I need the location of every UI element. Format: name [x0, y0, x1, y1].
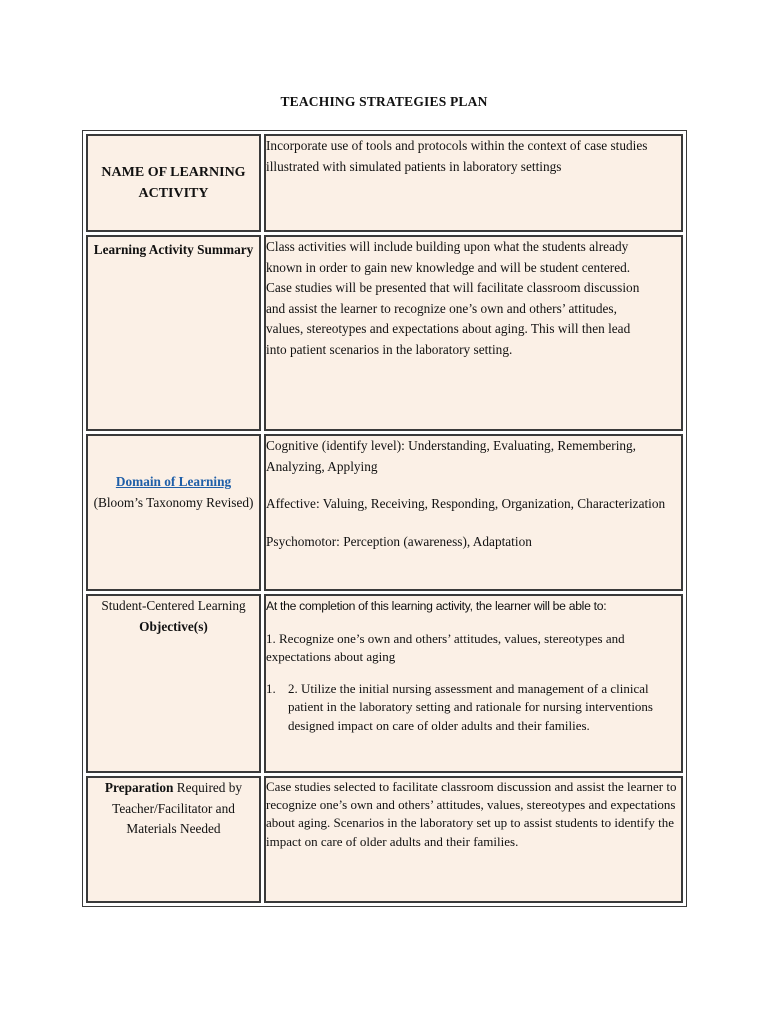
summary-label-cell	[86, 235, 261, 431]
affective-text: Affective: Valuing, Receiving, Responding, Organization, Characterization	[266, 496, 666, 511]
preparation-label-cell	[86, 776, 261, 903]
list-marker: 1.	[266, 680, 276, 696]
preparation-label-rest: Required by Teacher/Facilitator and Materials Needed	[112, 780, 243, 836]
blooms-taxonomy-label: (Bloom’s Taxonomy Revised)	[93, 494, 254, 510]
domain-of-learning-link[interactable]: Domain of Learning	[115, 474, 232, 489]
table-row	[86, 594, 683, 773]
objectives-intro-text: At the completion of this learning activity, the learner will be able to:	[266, 599, 607, 613]
objectives-label: Objective(s)	[139, 618, 208, 634]
objective-item-1: 1. Recognize one’s own and others’ attitudes, values, stereotypes and expectations about aging	[266, 630, 625, 664]
document-title: TEACHING STRATEGIES PLAN	[280, 94, 488, 109]
activity-name-text: Incorporate use of tools and protocols within the context of case studies illustrated with simulated patients in laboratory settings	[266, 138, 648, 174]
cognitive-text: Cognitive (identify level): Understanding, Evaluating, Remembering, Analyzing, Applying	[266, 438, 637, 474]
summary-text: Class activities will include building upon what the students already known in order to gain new knowledge and will be student centered. Case studies will be presented that will facilitate classroom discussion and assist the learner to recognize one’s own and others’ attitudes, values, stereotypes and expectations about aging. This will then lead into patient scenarios in the laboratory setting.	[266, 239, 640, 357]
domain-value-cell	[264, 434, 683, 591]
table-row	[86, 134, 683, 232]
student-centered-label: Student-Centered Learning	[101, 598, 246, 613]
table-row	[86, 776, 683, 903]
teaching-plan-table	[82, 130, 687, 907]
table-row	[86, 434, 683, 591]
preparation-value-cell	[264, 776, 683, 903]
objectives-label-cell	[86, 594, 261, 773]
psychomotor-text: Psychomotor: Perception (awareness), Adaptation	[266, 533, 532, 549]
preparation-text: Case studies selected to facilitate classroom discussion and assist the learner to recognize one’s own and others’ attitudes, values, stereotypes and expectations about aging. Scenarios in the laboratory set up to assist students to identify the impact on care of older adults and their families.	[266, 779, 677, 849]
objective-item-2-text: 2. Utilize the initial nursing assessment and management of a clinical patient in the laboratory setting and rationale for nursing interventions designed impact on care of older adults and their families.	[288, 680, 653, 733]
table-row	[86, 235, 683, 431]
summary-label: Learning Activity Summary	[93, 242, 254, 257]
objective-item-2	[266, 680, 681, 736]
name-of-activity-label: NAME OF LEARNING ACTIVITY	[101, 165, 246, 201]
name-label-cell	[86, 134, 261, 232]
name-value-cell	[264, 134, 683, 232]
objectives-value-cell	[264, 594, 683, 773]
preparation-label: Preparation	[104, 780, 174, 795]
domain-label-cell	[86, 434, 261, 591]
summary-value-cell	[264, 235, 683, 431]
